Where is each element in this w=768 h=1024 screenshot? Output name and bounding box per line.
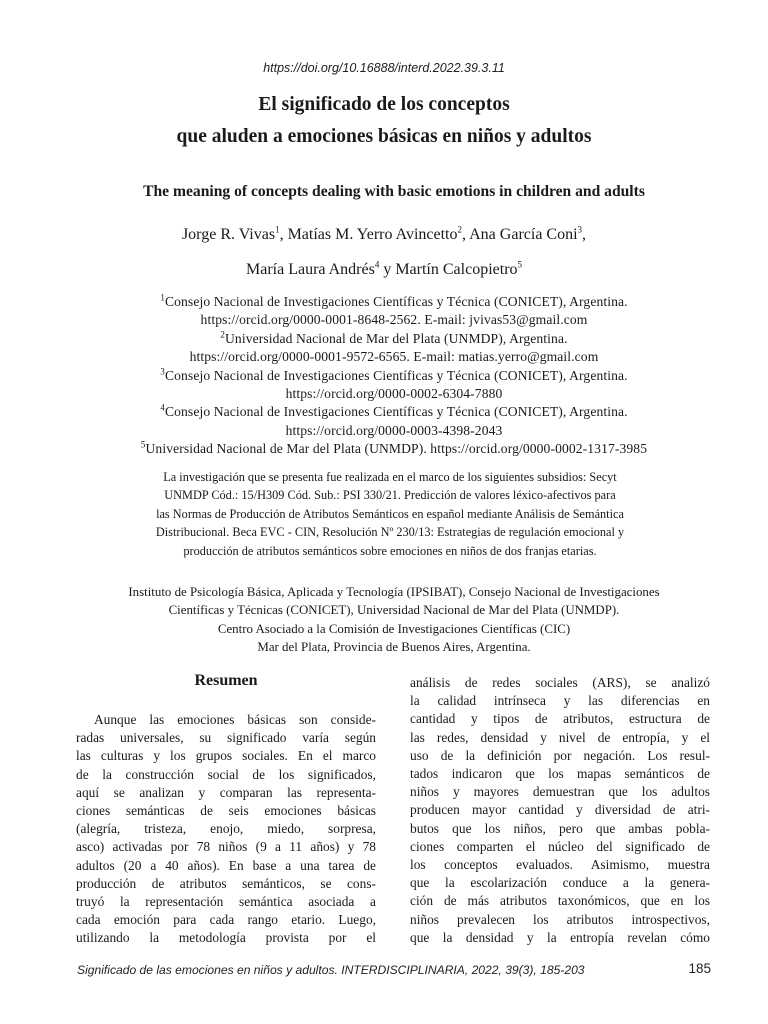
abstract-line: que la densidad y la entropía revelan cómo bbox=[410, 929, 710, 945]
abstract-line: butos que los niños, pero que ambas pobla- bbox=[410, 820, 710, 836]
funding-line: Distribucional. Beca EVC - CIN, Resolución Nº 230/13: Estrategias de regulación emocional y bbox=[155, 525, 625, 540]
abstract-line: aquí se analizan y comparan las representa- bbox=[76, 784, 376, 800]
author-name: Ana García Coni bbox=[469, 226, 578, 243]
abstract-line: ción de más atributos taxonómicos, que en los bbox=[410, 893, 710, 909]
author-name: Martín Calcopietro bbox=[395, 261, 518, 278]
affiliation-line[interactable] bbox=[0, 385, 768, 403]
abstract-line: la calidad intrínseca y las diferencias en bbox=[410, 693, 710, 709]
affiliation-text: Consejo Nacional de Investigaciones Científicas y Técnica (CONICET), Argentina. bbox=[164, 367, 628, 383]
author-separator: y bbox=[379, 261, 396, 278]
abstract-line: cada emoción para cada rango etario. Luego, bbox=[76, 912, 376, 928]
abstract-line: adultos (20 a 40 años). En base a una tarea de bbox=[76, 857, 376, 873]
abstract-line: de la construcción social de los significados, bbox=[76, 766, 376, 782]
affiliation-line bbox=[0, 293, 768, 311]
running-footer: Significado de las emociones en niños y adultos. INTERDISCIPLINARIA, 2022, 39(3), 185-203 bbox=[77, 963, 585, 977]
abstract-line: (alegría, tristeza, enojo, miedo, sorpresa, bbox=[76, 821, 376, 837]
affiliation-line bbox=[0, 403, 768, 421]
affiliation-line bbox=[0, 440, 768, 458]
author-affiliation-marker: 2 bbox=[457, 224, 462, 235]
abstract-line: análisis de redes sociales (ARS), se analizó bbox=[410, 675, 710, 690]
abstract-line: que la escolarización conduce a la genera- bbox=[410, 875, 710, 891]
affiliation-marker: 1 bbox=[160, 292, 165, 303]
funding-note bbox=[0, 468, 768, 560]
affiliation-marker: 2 bbox=[220, 329, 226, 340]
affiliation-line[interactable] bbox=[0, 422, 768, 440]
abstract-line: Aunque las emociones básicas son conside- bbox=[94, 712, 376, 727]
affiliation-line[interactable] bbox=[0, 311, 768, 329]
author-affiliation-marker: 3 bbox=[577, 224, 583, 235]
authors-line-2 bbox=[0, 252, 768, 287]
affiliation-line[interactable] bbox=[0, 348, 768, 366]
funding-line: UNMDP Cód.: 15/H309 Cód. Sub.: PSI 330/21. Predicción de valores léxico-afectivos para bbox=[164, 488, 616, 503]
author-list bbox=[0, 217, 768, 287]
affiliation-text: Universidad Nacional de Mar del Plata (UNMDP). https://orcid.org/0000-0002-1317-3985 bbox=[145, 441, 648, 457]
institute-line: Centro Asociado a la Comisión de Investigaciones Científicas (CIC) bbox=[217, 621, 571, 636]
abstract-line: producción de atributos semánticos, se cons- bbox=[76, 875, 376, 891]
affiliation-line bbox=[0, 330, 768, 348]
title-line-2: que aluden a emociones básicas en niños y adultos bbox=[176, 126, 592, 147]
orcid-link[interactable]: https://orcid.org/0000-0002-6304-7880 bbox=[285, 386, 503, 402]
abstract-line: truyó la representación semántica asociada a bbox=[76, 894, 376, 910]
authors-line-1 bbox=[0, 217, 768, 252]
page-number: 185 bbox=[688, 961, 711, 976]
institute-line: Instituto de Psicología Básica, Aplicada y Tecnología (IPSIBAT), Consejo Nacional de Investigaciones bbox=[128, 585, 660, 599]
funding-line: las Normas de Producción de Atributos Semánticos en español mediante Análisis de Semántica bbox=[156, 506, 624, 521]
abstract-line: uso de la definición por negación. Los resul- bbox=[410, 747, 710, 763]
affiliation-marker: 3 bbox=[160, 366, 165, 377]
doi-link[interactable]: https://doi.org/10.16888/interd.2022.39.3.11 bbox=[263, 61, 505, 75]
affiliation-marker: 4 bbox=[160, 402, 165, 413]
author-separator: , bbox=[462, 226, 470, 243]
abstract-right-column bbox=[410, 674, 710, 947]
orcid-link[interactable]: https://orcid.org/0000-0003-4398-2043 bbox=[285, 422, 503, 438]
institute-line: Mar del Plata, Provincia de Buenos Aires, Argentina. bbox=[257, 640, 531, 655]
funding-line: producción de atributos semánticos sobre emociones en niños de dos franjas etarias. bbox=[183, 543, 597, 558]
author-name: Jorge R. Vivas bbox=[181, 226, 276, 243]
abstract-line: los conceptos evaluados. Asimismo, muestra bbox=[410, 857, 710, 873]
author-affiliation-marker: 1 bbox=[275, 224, 280, 235]
abstract-line: las culturas y los grupos sociales. En el marco bbox=[76, 748, 376, 764]
author-name: Matías M. Yerro Avincetto bbox=[287, 226, 458, 243]
abstract-line: cantidad y tipos de atributos, estructura de bbox=[410, 711, 710, 727]
institute-line: Científicas y Técnicas (CONICET), Universidad Nacional de Mar del Plata (UNMDP). bbox=[168, 603, 620, 618]
author-separator: , bbox=[582, 226, 587, 243]
author-affiliation-marker: 4 bbox=[374, 259, 380, 270]
abstract-line: niños prevalecen los atributos introspectivos, bbox=[410, 911, 710, 927]
orcid-email-text[interactable]: https://orcid.org/0000-0001-9572-6565. E-mail: matias.yerro@gmail.com bbox=[189, 349, 599, 365]
affiliation-line bbox=[0, 367, 768, 385]
article-title bbox=[0, 89, 768, 153]
orcid-email-text[interactable]: https://orcid.org/0000-0001-8648-2562. E-mail: jvivas53@gmail.com bbox=[200, 312, 588, 328]
affiliation-marker: 5 bbox=[140, 439, 146, 450]
author-affiliation-marker: 5 bbox=[517, 259, 523, 270]
abstract-line: ciones semánticas de seis emociones básicas bbox=[76, 803, 376, 819]
abstract-line: ciones comparten el núcleo del significado de bbox=[410, 838, 710, 854]
abstract-line: las redes, densidad y nivel de entropía, y el bbox=[410, 729, 710, 745]
affiliation-text: Consejo Nacional de Investigaciones Científicas y Técnica (CONICET), Argentina. bbox=[164, 294, 628, 309]
abstract-line: asco) activadas por 78 niños (9 a 11 años) y 78 bbox=[76, 839, 376, 855]
funding-line: La investigación que se presenta fue realizada en el marco de los siguientes subsidios: Secyt bbox=[163, 470, 617, 484]
abstract-heading: Resumen bbox=[194, 672, 258, 689]
abstract-line: radas universales, su significado varía según bbox=[76, 730, 376, 746]
affiliations-block bbox=[0, 293, 768, 459]
abstract-line: tados indicaron que los mapas semánticos de bbox=[410, 766, 710, 782]
title-line-1: El significado de los conceptos bbox=[258, 94, 510, 115]
abstract-line: producen mayor cantidad y diversidad de atri- bbox=[410, 802, 710, 818]
english-title: The meaning of concepts dealing with basic emotions in children and adults bbox=[143, 183, 645, 200]
affiliation-text: Consejo Nacional de Investigaciones Científicas y Técnica (CONICET), Argentina. bbox=[164, 404, 628, 420]
author-separator: , bbox=[279, 226, 288, 243]
institute-note bbox=[0, 583, 768, 657]
abstract-line: niños y mayores demuestran que los adultos bbox=[410, 784, 710, 800]
abstract-line: utilizando la metodología provista por el bbox=[76, 930, 376, 946]
abstract-left-column bbox=[76, 711, 376, 948]
affiliation-text: Universidad Nacional de Mar del Plata (UNMDP), Argentina. bbox=[225, 330, 568, 346]
author-name: María Laura Andrés bbox=[245, 261, 375, 278]
